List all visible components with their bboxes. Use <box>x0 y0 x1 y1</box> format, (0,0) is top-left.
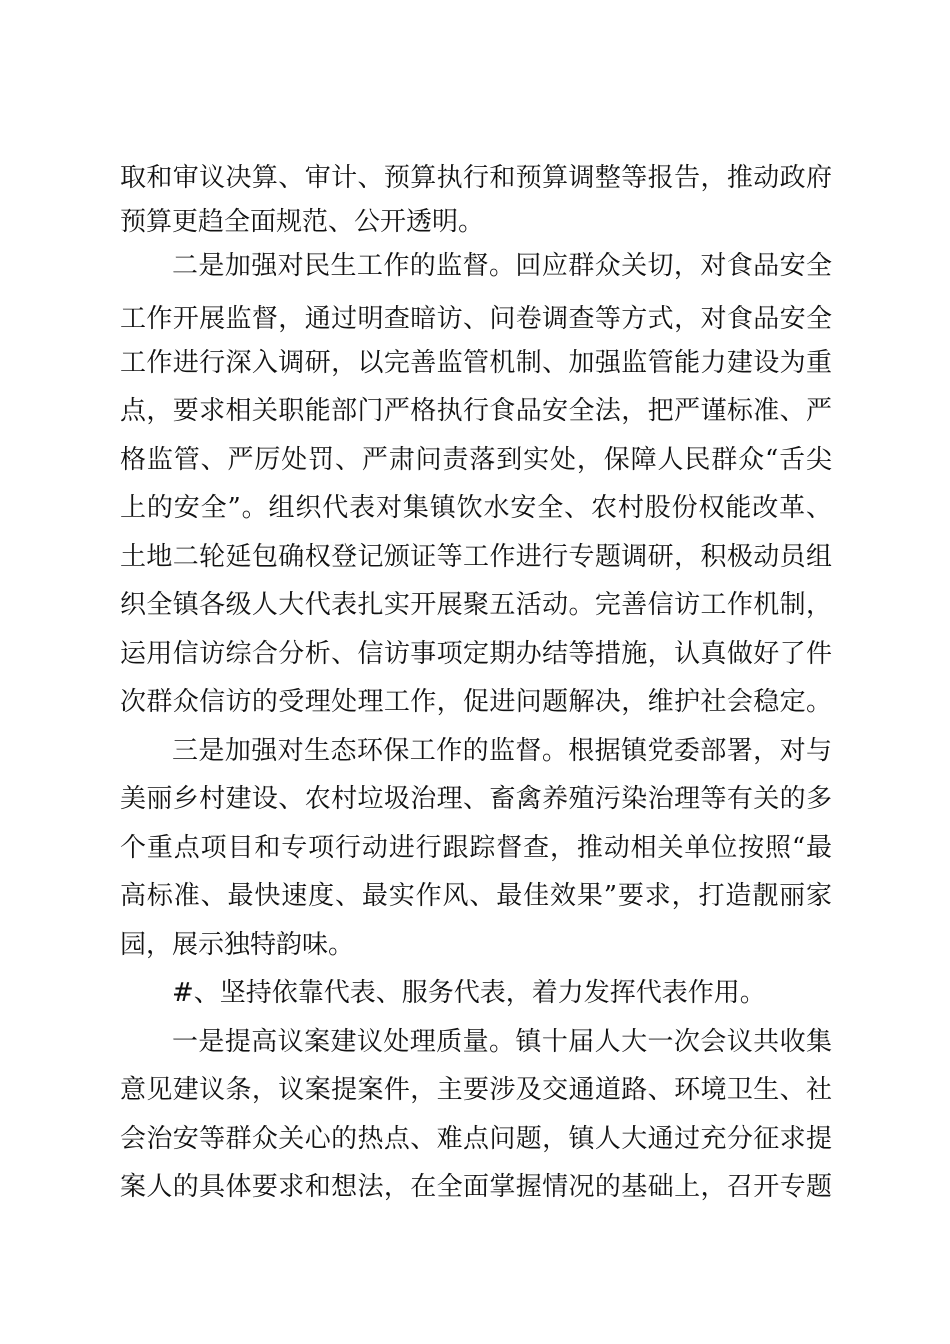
text-line: 土地二轮延包确权登记颁证等工作进行专题调研，积极动员组 <box>120 542 832 572</box>
text-line: 点，要求相关职能部门严格执行食品安全法，把严谨标准、严 <box>120 396 832 426</box>
text-line: 运用信访综合分析、信访事项定期办结等措施，认真做好了件 <box>120 639 832 669</box>
text-line: 三是加强对生态环保工作的监督。根据镇党委部署，对与 <box>172 736 832 766</box>
text-line: 高标准、最快速度、最实作风、最佳效果”要求，打造靓丽家 <box>120 881 832 911</box>
text-line: 预算更趋全面规范、公开透明。 <box>120 207 485 237</box>
text-line: 织全镇各级人大代表扎实开展聚五活动。完善信访工作机制， <box>120 590 832 620</box>
text-line: 格监管、严厉处罚、严肃问责落到实处，保障人民群众“舌尖 <box>120 445 832 475</box>
text-line: 个重点项目和专项行动进行跟踪督查，推动相关单位按照“最 <box>120 833 832 863</box>
text-line: 工作进行深入调研，以完善监管机制、加强监管能力建设为重 <box>120 348 832 378</box>
text-line: 取和审议决算、审计、预算执行和预算调整等报告，推动政府 <box>120 163 832 193</box>
text-line: 工作开展监督，通过明查暗访、问卷调查等方式，对食品安全 <box>120 304 832 334</box>
text-line: 美丽乡村建设、农村垃圾治理、畜禽养殖污染治理等有关的多 <box>120 784 832 814</box>
text-line: 园，展示独特韵味。 <box>120 930 355 960</box>
text-line: 会治安等群众关心的热点、难点问题，镇人大通过充分征求提 <box>120 1124 832 1154</box>
text-line: 意见建议条，议案提案件，主要涉及交通道路、环境卫生、社 <box>120 1075 832 1105</box>
text-line: 案人的具体要求和想法，在全面掌握情况的基础上，召开专题 <box>120 1172 832 1202</box>
text-line: 上的安全”。组织代表对集镇饮水安全、农村股份权能改革、 <box>120 493 832 523</box>
text-line: 次群众信访的受理处理工作，促进问题解决，维护社会稳定。 <box>120 687 832 717</box>
text-line: 一是提高议案建议处理质量。镇十届人大一次会议共收集 <box>172 1027 832 1057</box>
text-line: 二是加强对民生工作的监督。回应群众关切，对食品安全 <box>172 251 832 281</box>
section-heading: #、坚持依靠代表、服务代表，着力发挥代表作用。 <box>172 978 766 1008</box>
